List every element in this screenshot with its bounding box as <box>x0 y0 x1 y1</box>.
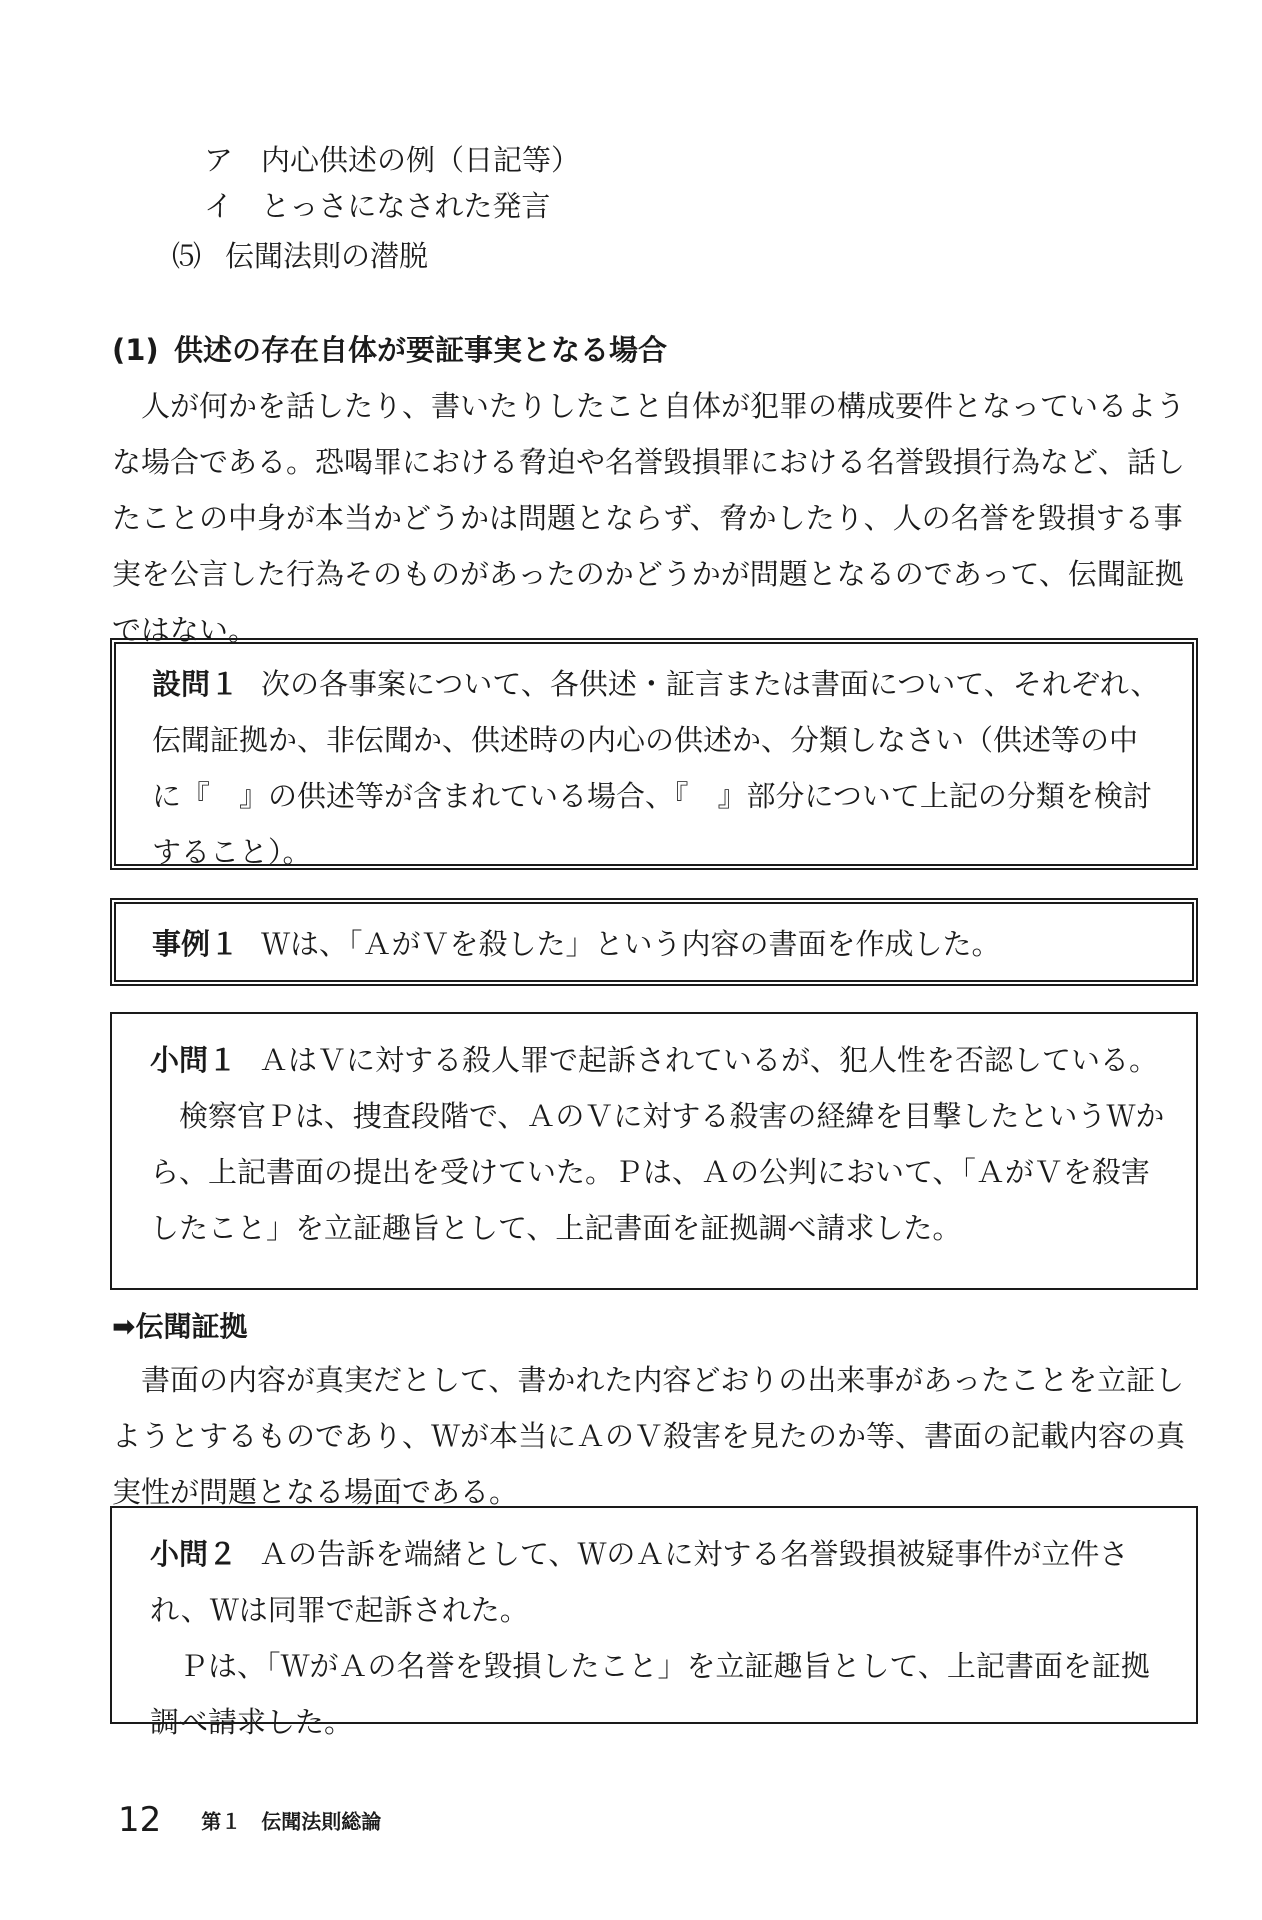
outline-text: 伝聞法則の潜脱 <box>225 239 429 273</box>
outline-text: とっさになされた発言 <box>261 189 551 223</box>
subquestion-2-box <box>110 1506 1198 1739</box>
subquestion-1-line2: 検察官Ｐは、捜査段階で、ＡのＶに対する殺害の経緯を目撃したというＷから、上記書面の提出を受けていた。Ｐは、Ａの公判において、「ＡがＶを殺害したこと」を立証趣旨として、上記書面を証拠調べ請求した。 <box>150 1099 1165 1245</box>
subquestion-2-line1: 小問２ Ａの告訴を端緒として、ＷのＡに対する名誉毀損被疑事件が立件され、Ｗは同罪で起訴された。 <box>150 1537 1129 1627</box>
subquestion-1-box <box>110 1012 1198 1290</box>
page-footer <box>118 1800 381 1840</box>
subquestion-2-label: 小問２ <box>150 1537 238 1571</box>
section-number: (1) <box>112 333 159 367</box>
outline-item-5 <box>172 236 428 276</box>
outline-mark: イ <box>204 189 234 223</box>
subquestion-1-line1: 小問１ ＡはＶに対する殺人罪で起訴されているが、犯人性を否認している。 <box>150 1043 1159 1077</box>
outline-mark: ア <box>204 143 234 177</box>
section-title: 供述の存在自体が要証事実となる場合 <box>174 333 668 367</box>
case-1-label: 事例１ <box>152 927 240 961</box>
section-body: 人が何かを話したり、書いたりしたこと自体が犯罪の構成要件となっているような場合である。恐喝罪における脅迫や名誉毀損罪における名誉毀損行為など、話したことの中身が本当かどうかは問題とならず、脅かしたり、人の名誉を毀損する事実を公言した行為そのものがあったのかどうかが問題となるのであって、伝聞証拠ではない。 <box>112 389 1186 647</box>
answer-1-body: 書面の内容が真実だとして、書かれた内容どおりの出来事があったことを立証しようとするものであり、Ｗが本当にＡのＶ殺害を見たのか等、書面の記載内容の真実性が問題となる場面である。 <box>112 1363 1186 1509</box>
case-1-box <box>110 898 1198 986</box>
outline-text: 内心供述の例（日記等） <box>261 143 581 177</box>
answer-1-heading: ➡伝聞証拠 <box>112 1310 248 1343</box>
question-1-label: 設問１ <box>152 667 240 701</box>
outline-mark: ⑸ <box>172 239 202 273</box>
outline-item-i <box>204 186 550 226</box>
chapter-title: 第１ 伝聞法則総論 <box>201 1809 382 1834</box>
section-heading <box>112 330 667 370</box>
case-1-text: 事例１ Ｗは、「ＡがＶを殺した」という内容の書面を作成した。 <box>152 927 1001 961</box>
subquestion-1-label: 小問１ <box>150 1043 238 1077</box>
question-1-text: 設問１ 次の各事案について、各供述・証言または書面について、それぞれ、伝聞証拠か、非伝聞か、供述時の内心の供述か、分類しなさい（供述等の中に『 』の供述等が含まれている場合、『 』部分について上記の分類を検討すること）。 <box>152 667 1160 869</box>
outline-item-a <box>204 140 580 180</box>
subquestion-2-line2: Ｐは、「ＷがＡの名誉を毀損したこと」を立証趣旨として、上記書面を証拠調べ請求した。 <box>150 1649 1150 1739</box>
page-number: 12 <box>118 1800 162 1840</box>
question-1-box <box>110 638 1198 870</box>
